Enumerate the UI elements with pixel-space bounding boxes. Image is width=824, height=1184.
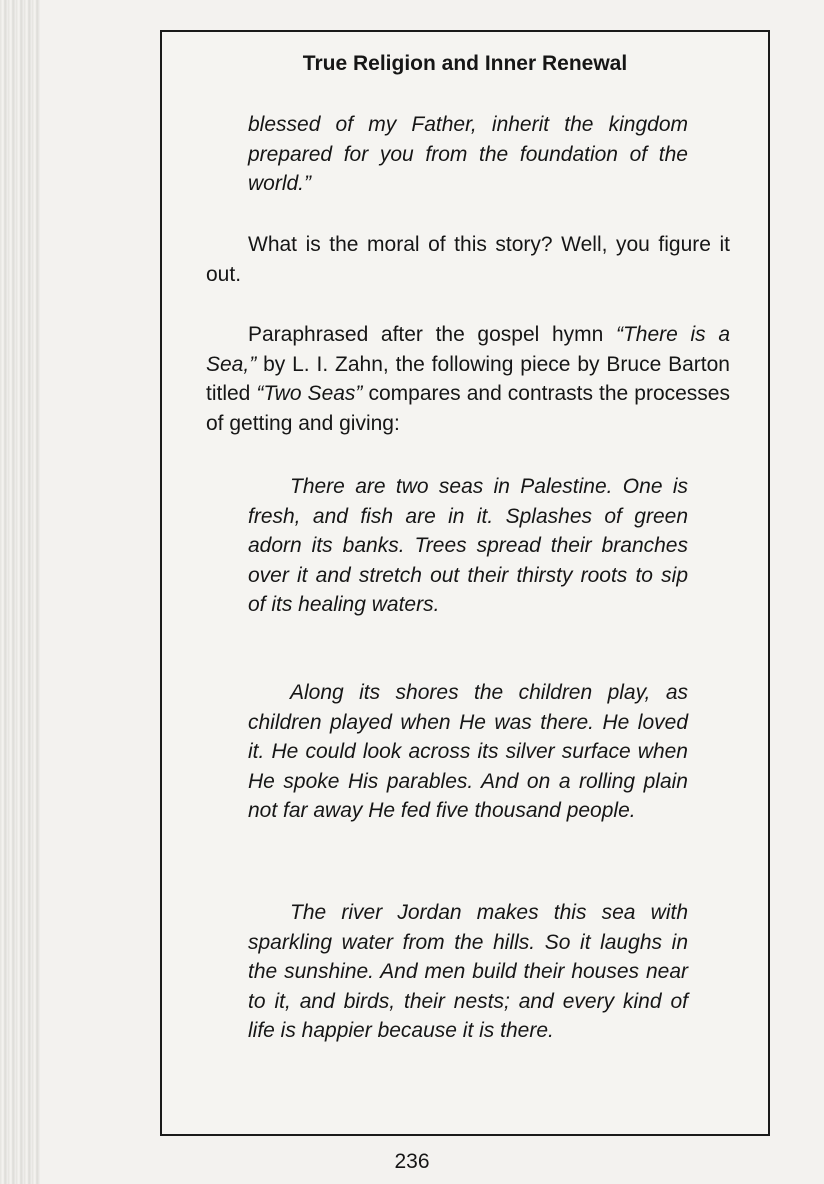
quote-ending: blessed of my Father, inherit the kingdom prepared for you from the foundation of the world.” (248, 113, 688, 195)
text-frame (160, 30, 770, 1136)
page-number: 236 (394, 1150, 430, 1173)
page-edge (0, 0, 40, 1184)
piece-title: “Two Seas” (256, 382, 363, 405)
intro-text-2: by L. I. Zahn, the following piece by Bruce Barton titled (206, 352, 730, 405)
page-title: True Religion and Inner Renewal (302, 52, 628, 75)
excerpt-paragraph-1: There are two seas in Palestine. One is fresh, and fish are in it. Splashes of green adorn its banks. Trees spread their branches over it and stretch out their thirsty roots to sip of its healing waters. (248, 475, 688, 616)
excerpt-paragraph-3: The river Jordan makes this sea with sparkling water from the hills. So it laughs in the sunshine. And men build their houses near to it, and birds, their nests; and every kind of life is happier because it is there. (248, 901, 688, 1042)
intro-text-3: compares and contrasts the processes of getting and giving: (206, 382, 730, 435)
moral-question: What is the moral of this story? Well, you figure it out. (206, 233, 730, 286)
intro-text-1: Paraphrased after the gospel hymn (248, 323, 616, 346)
hymn-title: “There is a Sea,” (206, 323, 730, 376)
excerpt-paragraph-2: Along its shores the children play, as children played when He was there. He loved it. He could look across its silver surface when He spoke His parables. And on a rolling plain not far away He fed five thousand people. (248, 681, 688, 822)
intro-paragraph (206, 320, 730, 438)
